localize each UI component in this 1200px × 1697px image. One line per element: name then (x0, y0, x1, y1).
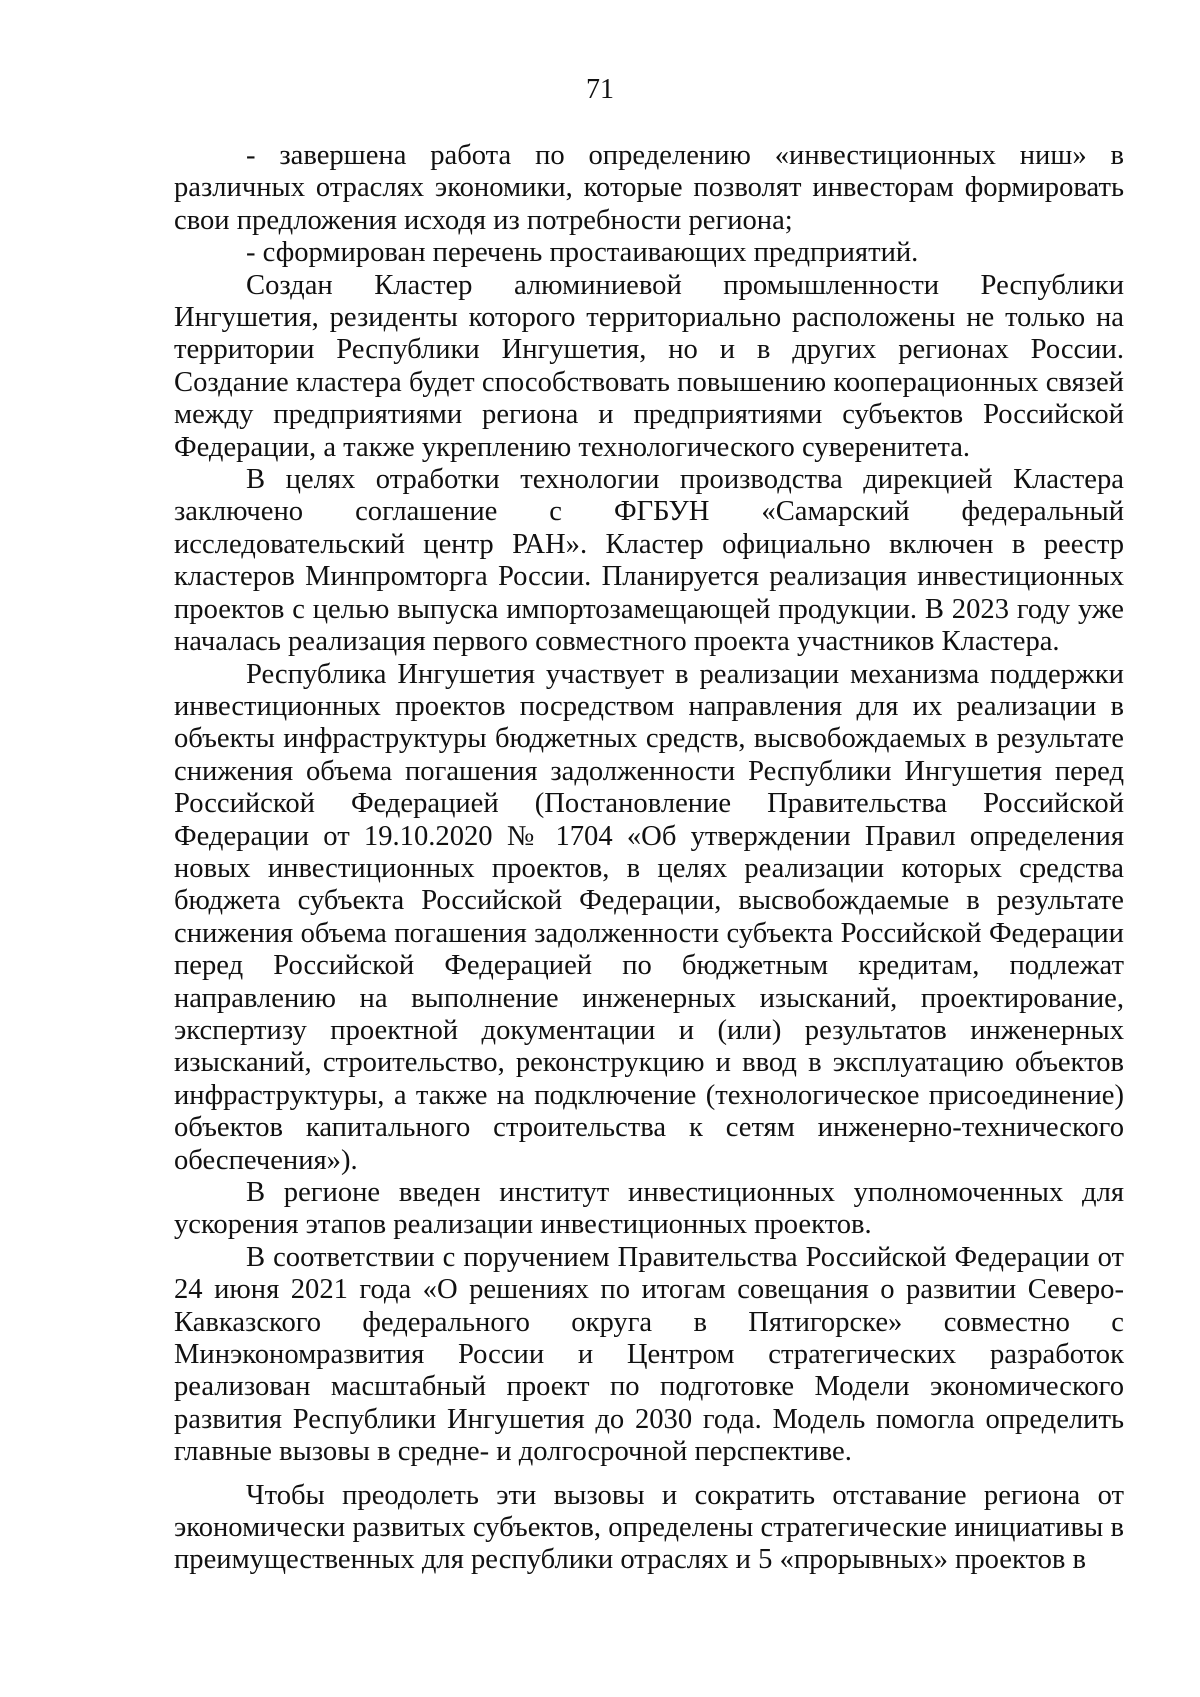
paragraph-8: Чтобы преодолеть эти вызовы и сократить отставание региона от экономически развитых субъектов, определены стратегические инициативы в преимущественных для республики отраслях и 5 «прорывных» проектов в (174, 1479, 1124, 1576)
paragraph-1: - завершена работа по определению «инвестиционных ниш» в различных отраслях экономики, которые позволят инвесторам формировать свои предложения исходя из потребности региона; (174, 140, 1124, 236)
body-text (174, 140, 1124, 1577)
paragraph-2: - сформирован перечень простаивающих предприятий. (246, 237, 919, 269)
paragraph-4: В целях отработки технологии производства дирекцией Кластера заключено соглашение с ФГБУН «Самарский федеральный исследовательский центр РАН». Кластер официально включен в реестр кластеров Минпромторга России. Планируется реализация инвестиционных проектов с целью выпуска импортозамещающей продукции. В 2023 году уже началась реализация первого совместного проекта участников Кластера. (174, 464, 1124, 658)
paragraph-6: В регионе введен институт инвестиционных уполномоченных для ускорения этапов реализации инвестиционных проектов. (174, 1177, 1124, 1241)
paragraph-5: Республика Ингушетия участвует в реализации механизма поддержки инвестиционных проектов посредством направления для их реализации в объекты инфраструктуры бюджетных средств, высвобождаемых в результате снижения объема погашения задолженности Республики Ингушетия перед Российской Федерацией (Постановление Правительства Российской Федерации от 19.10.2020 № 1704 «Об утверждении Правил определения новых инвестиционных проектов, в целях реализации которых средства бюджета субъекта Российской Федерации, высвобождаемые в результате снижения объема погашения задолженности субъекта Российской Федерации перед Российской Федерацией по бюджетным кредитам, подлежат направлению на выполнение инженерных изысканий, проектирование, экспертизу проектной документации и (или) результатов инженерных изысканий, строительство, реконструкцию и ввод в эксплуатацию объектов инфраструктуры, а также на подключение (технологическое присоединение) объектов капитального строительства к сетям инженерно-технического обеспечения»). (174, 658, 1124, 1176)
paragraph-3: Создан Кластер алюминиевой промышленности Республики Ингушетия, резиденты которого территориально расположены не только на территории Республики Ингушетия, но и в других регионах России. Создание кластера будет способствовать повышению кооперационных связей между предприятиями региона и предприятиями субъектов Российской Федерации, а также укреплению технологического суверенитета. (174, 269, 1124, 463)
paragraph-7: В соответствии с поручением Правительства Российской Федерации от 24 июня 2021 года «О решениях по итогам совещания о развитии Северо-Кавказского федерального округа в Пятигорске» совместно с Минэкономразвития России и Центром стратегических разработок реализован масштабный проект по подготовке Модели экономического развития Республики Ингушетия до 2030 года. Модель помогла определить главные вызовы в средне- и долгосрочной перспективе. (174, 1241, 1124, 1468)
page-number: 71 (586, 74, 614, 105)
